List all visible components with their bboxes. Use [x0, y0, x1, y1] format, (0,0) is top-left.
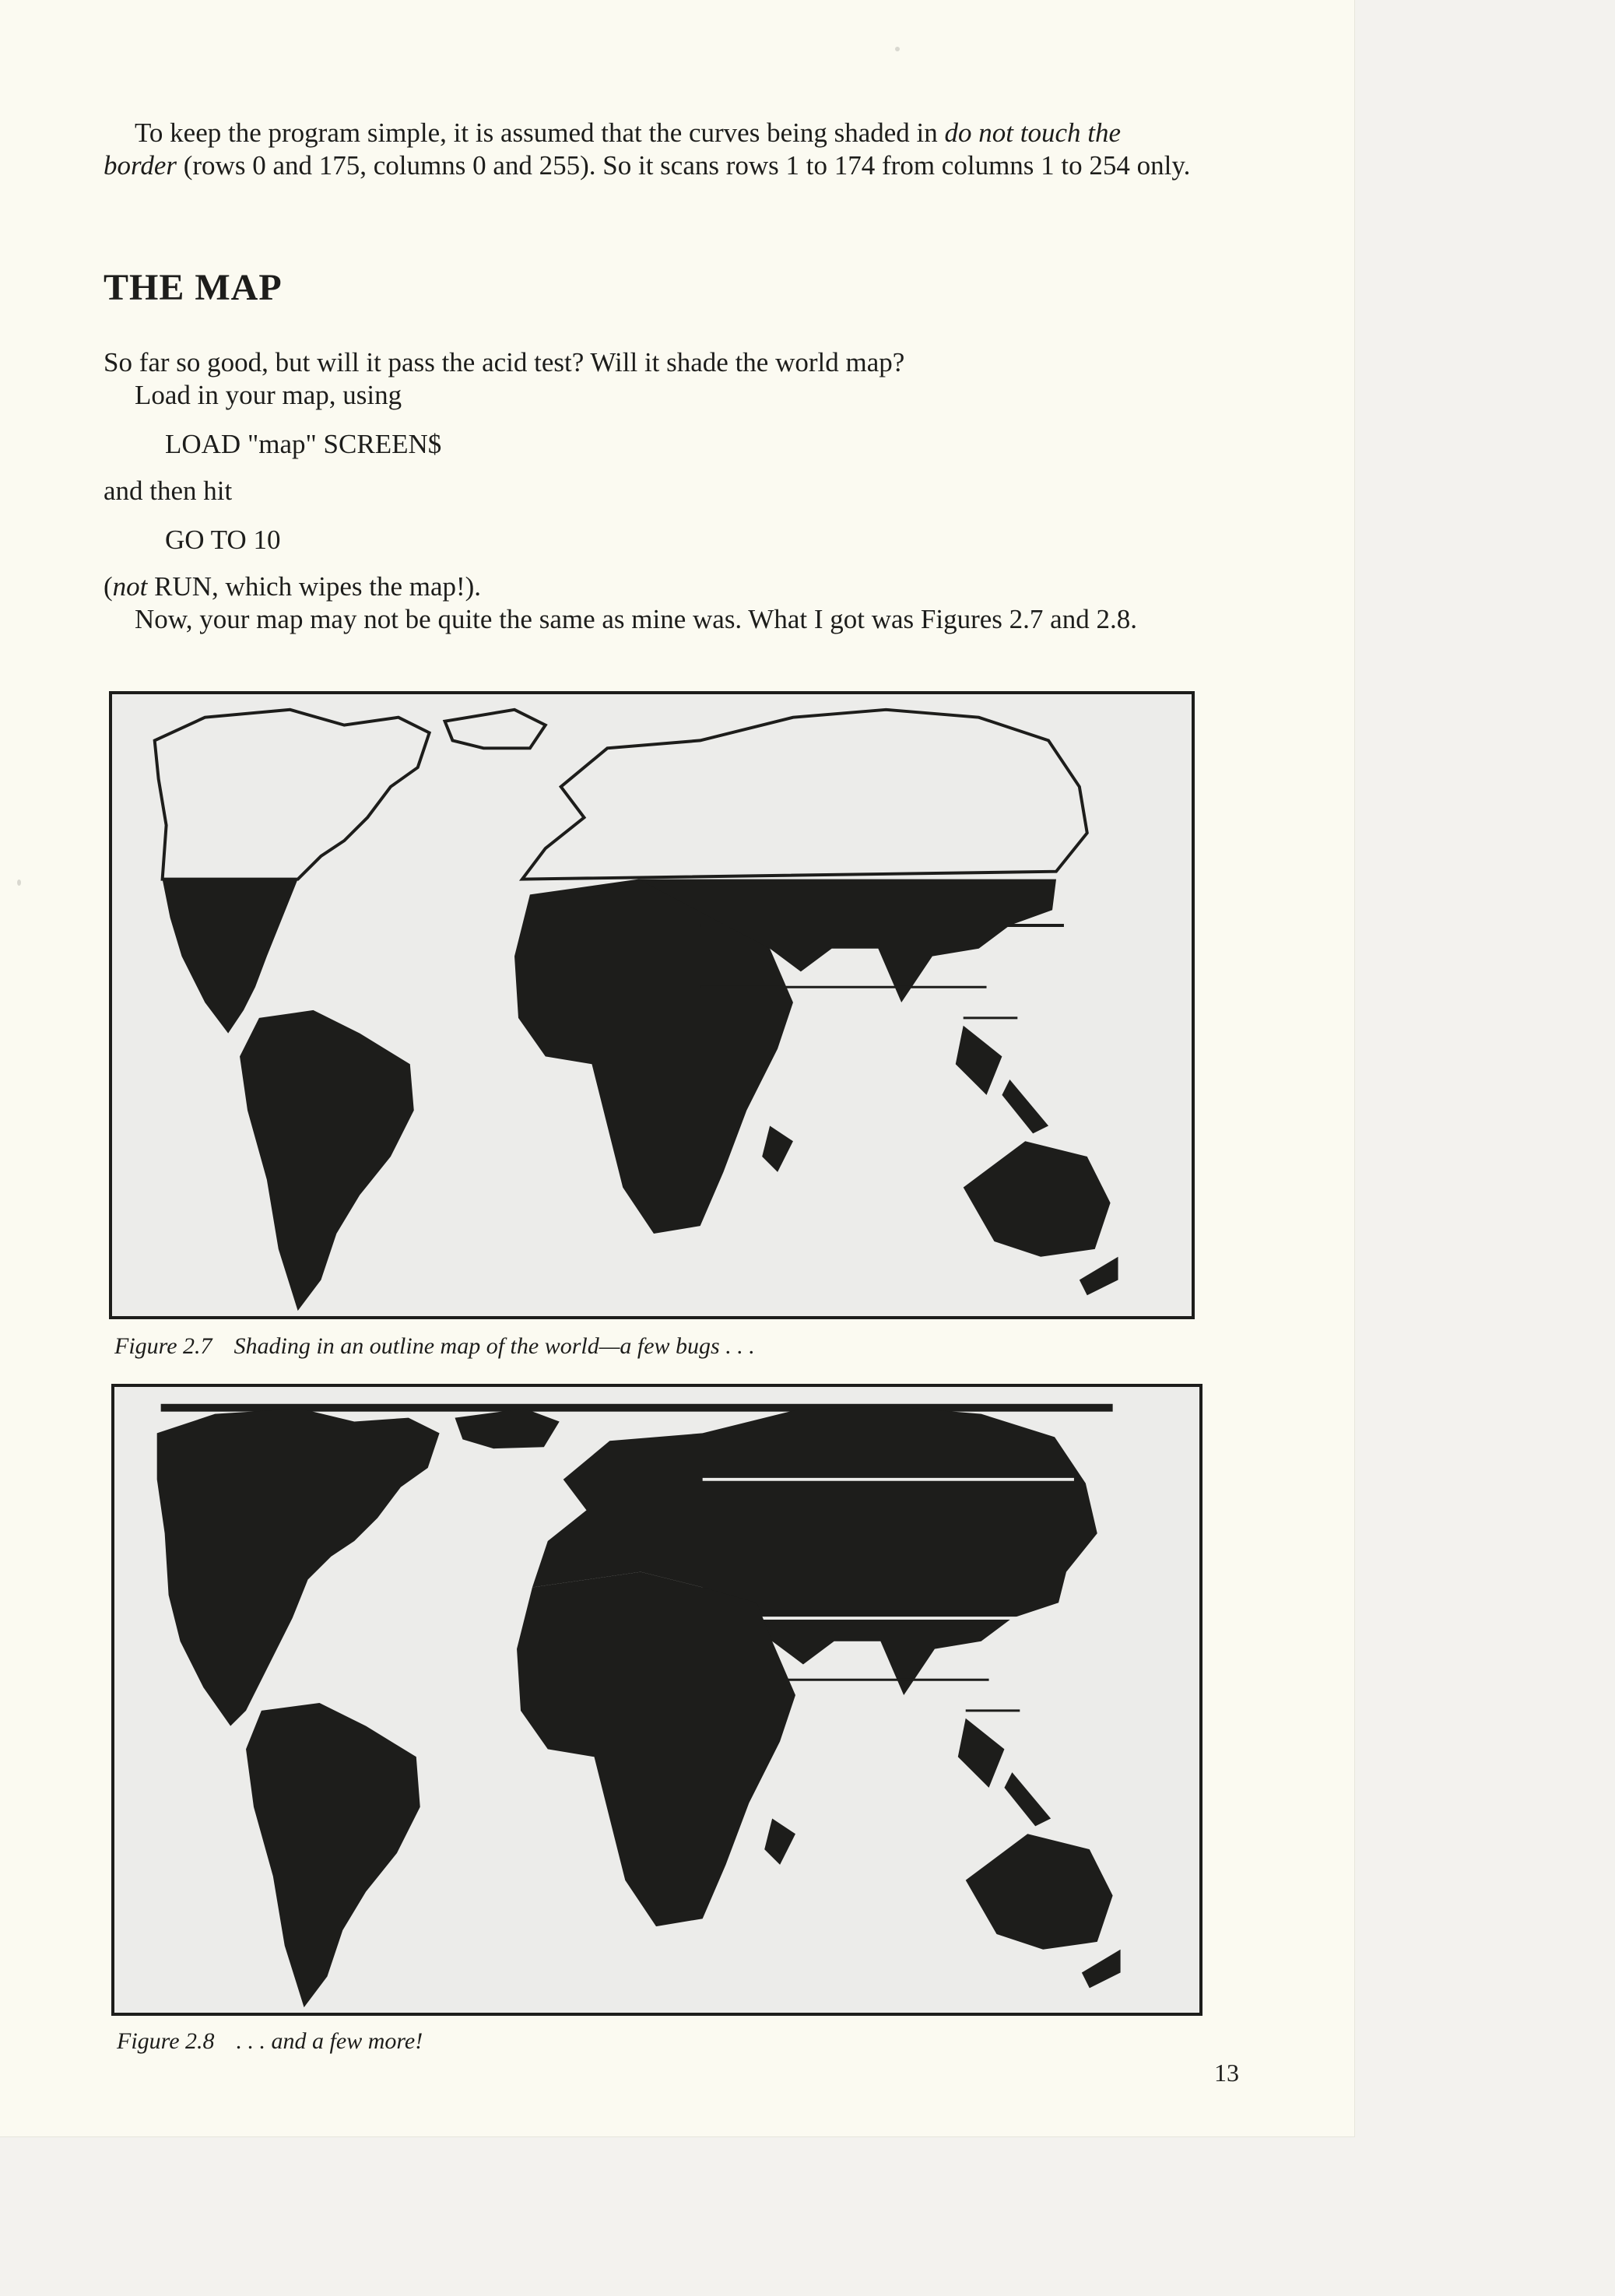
- world-map-partially-shaded: [112, 694, 1192, 1316]
- paragraph-acid-test: So far so good, but will it pass the acid test? Will it shade the world map?: [104, 347, 905, 377]
- page-number: 13: [1214, 2059, 1239, 2087]
- code-goto-command: GO TO 10: [165, 525, 281, 555]
- paragraph-load-map: Load in your map, using: [135, 380, 402, 410]
- paragraph-not-run: (not RUN, which wipes the map!).: [104, 571, 482, 602]
- paragraph-assumption: To keep the program simple, it is assumed that the curves being shaded in do not touch the border (rows 0 and 175, columns 0 and 255). So it scans rows 1 to 174 from columns 1 to 254 only.: [104, 118, 1191, 181]
- emphasis-do-not-touch: do not touch the border: [104, 118, 1121, 181]
- figure-2-8-caption: [117, 2027, 423, 2056]
- paragraph-figures-intro: Now, your map may not be quite the same as mine was. What I got was Figures 2.7 and 2.8.: [135, 604, 1137, 634]
- figure-2-7-text: Shading in an outline map of the world—a few bugs . . .: [233, 1333, 755, 1359]
- figure-2-8-text: . . . and a few more!: [236, 2028, 423, 2054]
- code-load-command: LOAD "map" SCREEN$: [165, 429, 442, 459]
- emphasis-not: not: [112, 571, 148, 602]
- paragraph-then-hit: and then hit: [104, 476, 233, 506]
- figure-2-7-number: Figure 2.7: [114, 1333, 212, 1359]
- figure-2-7-caption: [114, 1332, 755, 1360]
- figure-2-8-number: Figure 2.8: [117, 2028, 215, 2054]
- world-map-fully-shaded: [114, 1387, 1199, 2013]
- figure-2-7-map: [109, 691, 1195, 1319]
- section-heading: THE MAP: [104, 267, 283, 308]
- figure-2-8-map: [111, 1384, 1202, 2016]
